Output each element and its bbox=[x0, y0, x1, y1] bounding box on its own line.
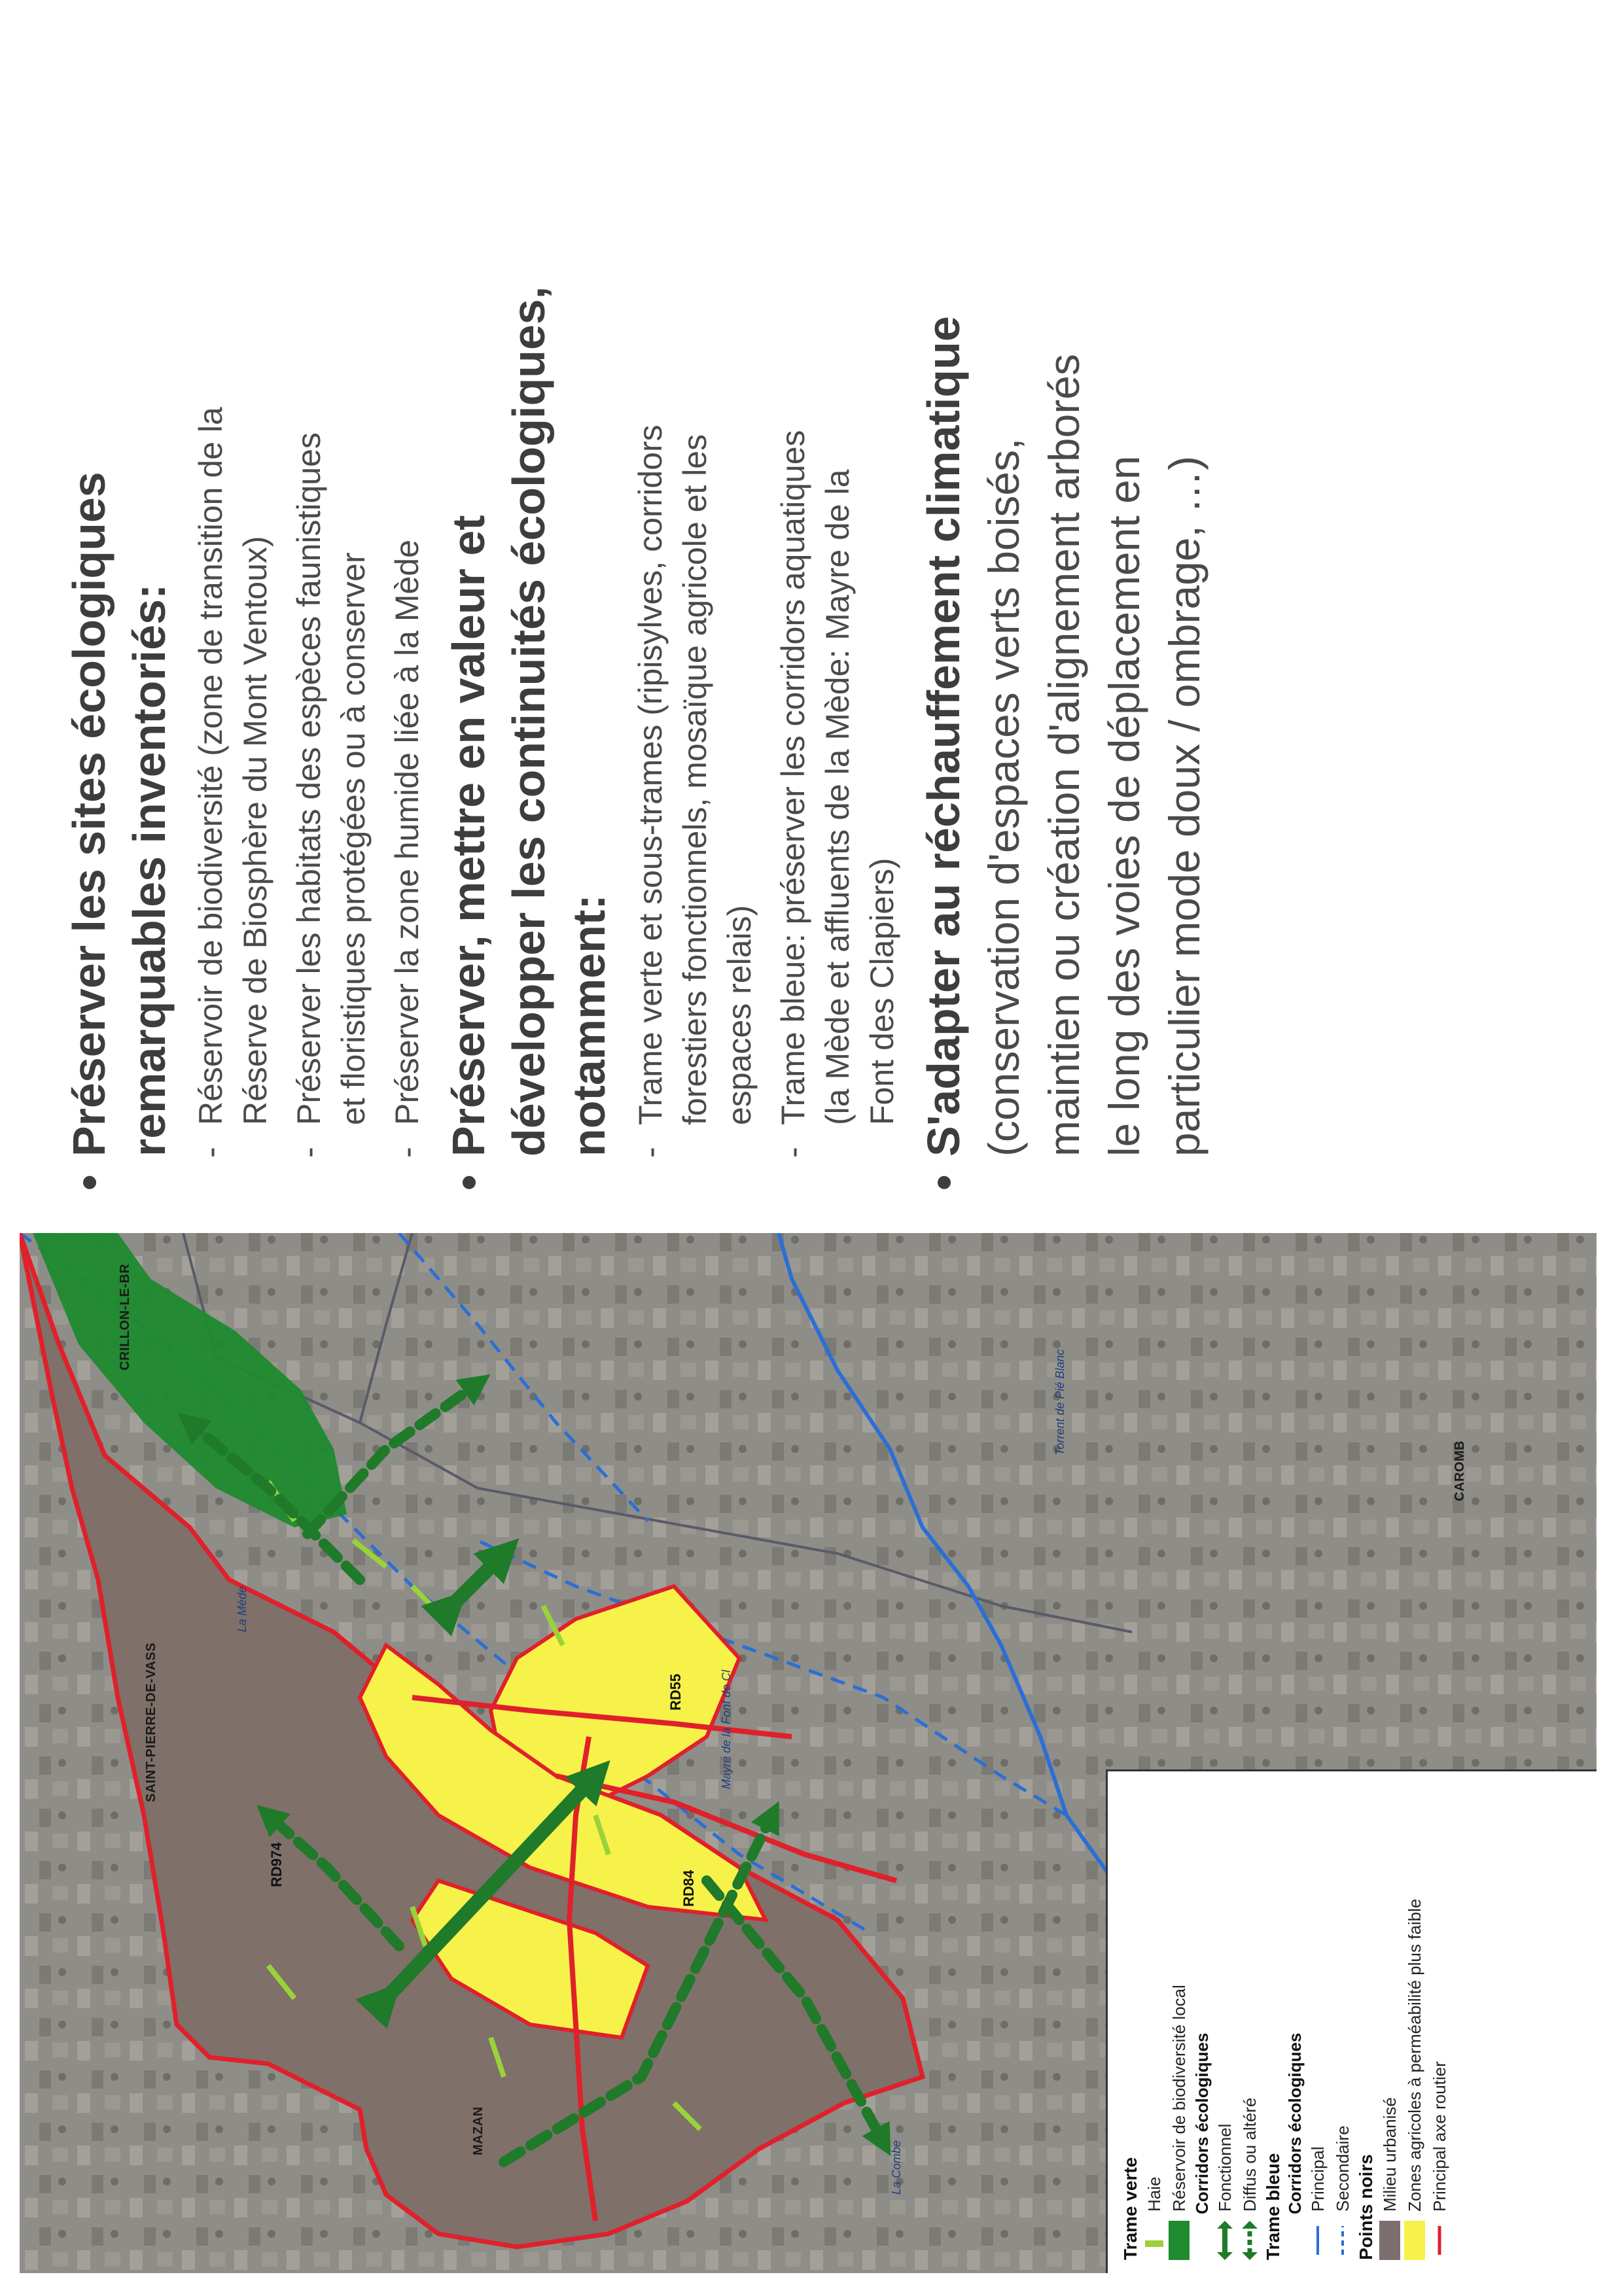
bullet-dot: • bbox=[63, 1174, 115, 1191]
legend-corridors-title: Corridors écologiques bbox=[1192, 2032, 1212, 2214]
reservoir-swatch bbox=[1169, 2221, 1190, 2260]
ecological-map bbox=[20, 1233, 1597, 2273]
haie-swatch bbox=[1144, 2221, 1165, 2260]
dash-trame-verte: - Trame verte et sous-trames (ripisylves, corridors forestiers fonctionnels, mosaïque agricole et les espaces relais) bbox=[632, 425, 758, 1158]
legend-zones-agricoles: Zones agricoles à perméabilité plus faible bbox=[1402, 1784, 1427, 2260]
place-crillon: CRILLON-LE-BR bbox=[118, 1263, 132, 1370]
urban-swatch bbox=[1379, 2221, 1400, 2260]
legend-haie: Haie bbox=[1142, 1784, 1167, 2260]
legend-fonctionnel: Fonctionnel bbox=[1212, 1784, 1237, 2260]
place-caromb: CAROMB bbox=[1453, 1440, 1467, 1501]
text-column bbox=[59, 26, 1603, 1191]
legend-milieu-urbanise: Milieu urbanisé bbox=[1377, 1784, 1402, 2260]
bullet-continuites: • Préserver, mettre en valeur et développer les continuités écologiques, notamment: bbox=[438, 26, 619, 1191]
legend-reservoir: Réservoir de biodiversité local bbox=[1167, 1784, 1192, 2260]
river-label-la-combe: La Combe bbox=[890, 2140, 903, 2195]
rechauffement-details: (conservation d'espaces verts boisés, maintien ou création d'alignement arborés le long des voies de déplacement en particulier mode doux / ombrage, …) bbox=[980, 354, 1209, 1157]
map-legend bbox=[1106, 1769, 1597, 2273]
legend-points-noirs: Points noirs bbox=[1356, 2154, 1376, 2260]
road-label-rd84: RD84 bbox=[680, 1870, 697, 1907]
dash-trame-bleue: - Trame bleue: préserver les corridors aquatiques (la Mède et affluents de la Mède: Mayre de la Font des Clapiers) bbox=[775, 430, 900, 1158]
dash-habitats: - Préserver les habitats des espèces faunistiques et floristiques protégées ou à conserver bbox=[291, 432, 372, 1158]
secondaire-line-icon bbox=[1332, 2221, 1353, 2260]
legend-secondaire: Secondaire bbox=[1330, 1784, 1355, 2260]
agri-swatch bbox=[1404, 2221, 1425, 2260]
bullet-dot: • bbox=[918, 1174, 969, 1191]
road-label-rd55: RD55 bbox=[667, 1673, 684, 1711]
legend-trame-bleue: Trame bleue bbox=[1263, 2153, 1283, 2260]
bullet-dot: • bbox=[443, 1174, 494, 1191]
river-label-mayre: Mayre de la Font de Cl bbox=[720, 1669, 733, 1789]
place-saint-pierre: SAINT-PIERRE-DE-VASS bbox=[144, 1642, 158, 1802]
diffus-arrow-icon bbox=[1239, 2221, 1260, 2260]
dash-zone-humide: - Préserver la zone humide liée à la Mède bbox=[389, 540, 425, 1158]
road-line-icon bbox=[1429, 2221, 1450, 2260]
fonctionnel-arrow-icon bbox=[1214, 2221, 1235, 2260]
legend-axe-routier: Principal axe routier bbox=[1427, 1784, 1452, 2260]
legend-principal: Principal bbox=[1305, 1784, 1330, 2260]
legend-corridors-title-2: Corridors écologiques bbox=[1285, 2032, 1305, 2214]
principal-line-icon bbox=[1307, 2221, 1328, 2260]
bullet-rechauffement: • S'adapter au réchauffement climatique bbox=[913, 26, 974, 1191]
dash-reservoir: - Réservoir de biodiversité (zone de transition de la Réserve de Biosphère du Mont Ventoux) bbox=[192, 407, 274, 1158]
river-label-la-mede: La Mède bbox=[236, 1586, 249, 1632]
river-label-torrent: Torrent de Pié Blanc bbox=[1053, 1349, 1067, 1455]
legend-trame-verte: Trame verte bbox=[1120, 2157, 1140, 2260]
bullet-sites-ecologiques: • Préserver les sites écologiques remarquables inventoriés: bbox=[59, 26, 179, 1191]
legend-diffus: Diffus ou altéré bbox=[1237, 1784, 1262, 2260]
place-mazan: MAZAN bbox=[471, 2106, 485, 2155]
road-label-rd974: RD974 bbox=[268, 1842, 285, 1887]
